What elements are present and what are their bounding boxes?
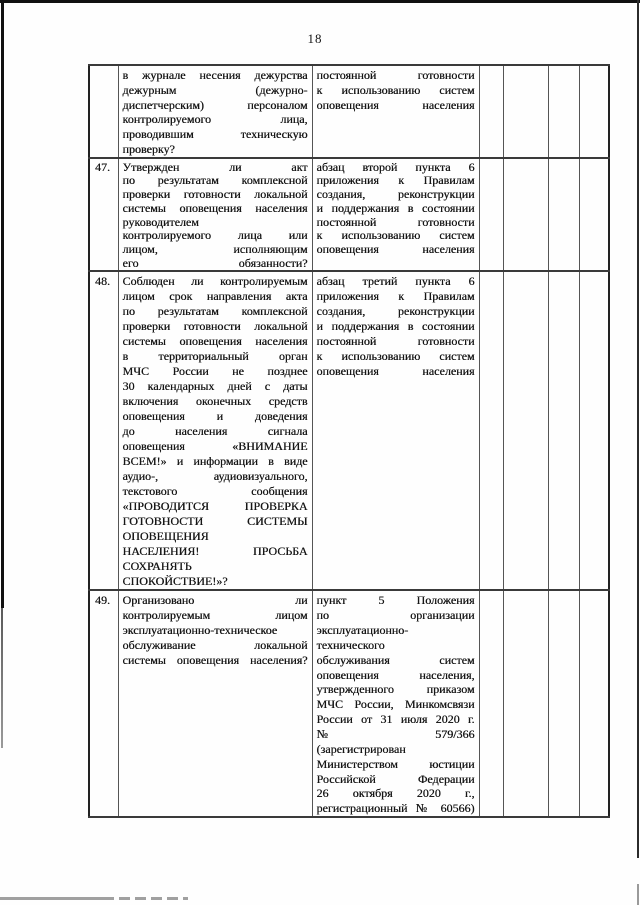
- mark-cell-1: [479, 590, 503, 817]
- text-line: оповещения населения: [316, 364, 475, 379]
- text-line: МЧС России не позднее: [122, 364, 308, 379]
- scan-edge-right-lower: [637, 884, 639, 905]
- text-line: создания, реконструкции: [316, 187, 475, 202]
- text-line: постоянной готовности: [316, 68, 475, 82]
- text-line: к использованию систем: [316, 82, 475, 97]
- text-line: системы оповещения населения: [122, 200, 308, 215]
- text-line: ГОТОВНОСТИ СИСТЕМЫ: [122, 514, 308, 529]
- mark-cell-2: [503, 590, 548, 817]
- mark-cell-2: [503, 65, 548, 158]
- text-line: по результатам комплексной: [122, 304, 308, 319]
- text-line: МЧС России, Минкомсвязи: [316, 697, 475, 712]
- text-line: технического: [316, 637, 385, 652]
- scan-edge-left-fade: [1, 608, 3, 748]
- text-line: к использованию систем: [316, 228, 475, 243]
- table-row: [89, 271, 609, 590]
- checklist-table: [88, 64, 610, 818]
- text-line: обслуживание локальной: [122, 637, 308, 652]
- text-line: создания, реконструкции: [316, 304, 475, 319]
- text-line: его обязанности?: [122, 255, 308, 270]
- scan-artifact-bottom-dashes: [103, 897, 188, 900]
- text-line: Соблюден ли контролируемым: [122, 274, 308, 289]
- table-row: [89, 590, 609, 817]
- text-line: к использованию систем: [316, 349, 475, 364]
- text-line: системы оповещения населения: [122, 334, 308, 349]
- legal-basis-cell: [312, 590, 479, 817]
- text-line: Российской Федерации: [316, 771, 475, 786]
- text-line: абзац третий пункта 6: [316, 274, 475, 289]
- text-line: 30 календарных дней с даты: [122, 379, 308, 394]
- question-cell: [118, 65, 312, 158]
- row-number-cell: [89, 65, 118, 158]
- table-row: [89, 65, 609, 158]
- text-line: оповещения населения: [316, 97, 475, 112]
- text-line: ОПОВЕЩЕНИЯ: [122, 529, 209, 544]
- text-line: проверки готовности локальной: [122, 187, 308, 202]
- text-line: (зарегистрирован: [316, 741, 406, 756]
- text-line: проверки готовности локальной: [122, 319, 308, 334]
- mark-cell-2: [503, 158, 548, 272]
- scan-edge-left: [1, 0, 4, 608]
- text-line: контролируемого лица,: [122, 112, 308, 127]
- text-line: постоянной готовности: [316, 214, 475, 229]
- row-number-cell: 49.: [89, 590, 118, 817]
- question-cell: [118, 158, 312, 272]
- text-line: и поддержания в состоянии: [316, 200, 475, 215]
- scan-artifact-bottom-line: [0, 897, 103, 900]
- text-line: аудио-, аудиовизуального,: [122, 469, 308, 484]
- question-cell: [118, 590, 312, 817]
- text-line: СОХРАНЯТЬ: [122, 559, 192, 574]
- text-line: СПОКОЙСТВИЕ!»?: [122, 574, 228, 589]
- row-number-cell: 47.: [89, 158, 118, 272]
- text-line: оповещения населения,: [316, 667, 475, 682]
- text-line: № 579/366: [316, 727, 475, 741]
- page-number: 18: [307, 31, 323, 46]
- text-line: оповещения населения: [316, 242, 475, 256]
- text-line: по организации: [316, 608, 475, 623]
- text-line: НАСЕЛЕНИЯ! ПРОСЬБА: [122, 544, 308, 559]
- mark-cell-3: [548, 65, 579, 158]
- text-line: постоянной готовности: [316, 334, 475, 349]
- text-line: России от 31 июля 2020 г.: [316, 712, 475, 727]
- text-line: в журнале несения дежурства: [122, 68, 308, 82]
- text-line: контролируемого лица или: [122, 228, 308, 243]
- text-line: утвержденного приказом: [316, 682, 475, 697]
- scan-edge-right: [637, 0, 639, 858]
- mark-cell-1: [479, 65, 503, 158]
- text-line: системы оповещения населения?: [122, 652, 308, 667]
- mark-cell-2: [503, 271, 548, 590]
- text-line: контролируемым лицом: [122, 608, 308, 623]
- question-cell: [118, 271, 312, 590]
- text-line: регистрационный № 60566): [316, 801, 475, 816]
- text-line: по результатам комплексной: [122, 173, 308, 188]
- text-line: текстового сообщения: [122, 484, 308, 499]
- scan-edge-top: [0, 0, 640, 3]
- mark-cell-1: [479, 271, 503, 590]
- text-line: включения оконечных средств: [122, 394, 308, 409]
- row-number-cell: 48.: [89, 271, 118, 590]
- mark-cell-3: [548, 271, 579, 590]
- mark-cell-3: [548, 158, 579, 272]
- mark-cell-1: [479, 158, 503, 272]
- text-line: эксплуатационно-техническое: [122, 623, 278, 638]
- text-line: приложения к Правилам: [316, 289, 475, 304]
- text-line: ВСЕМ!» и информации в виде: [122, 454, 308, 469]
- text-line: обслуживания систем: [316, 652, 475, 667]
- text-line: до населения сигнала: [122, 424, 308, 439]
- text-line: руководителем: [122, 214, 199, 229]
- text-line: оповещения «ВНИМАНИЕ: [122, 439, 308, 454]
- text-line: диспетчерским) персоналом: [122, 97, 308, 112]
- text-line: дежурным (дежурно-: [122, 82, 308, 97]
- text-line: «ПРОВОДИТСЯ ПРОВЕРКА: [122, 499, 308, 514]
- legal-basis-cell: [312, 65, 479, 158]
- mark-cell-4: [579, 590, 609, 817]
- text-line: Утвержден ли акт: [122, 159, 308, 174]
- legal-basis-cell: [312, 271, 479, 590]
- mark-cell-3: [548, 590, 579, 817]
- text-line: лицом срок направления акта: [122, 289, 308, 304]
- text-line: эксплуатационно-: [316, 623, 409, 638]
- text-line: пункт 5 Положения: [316, 593, 475, 608]
- text-line: в территориальный орган: [122, 349, 308, 364]
- text-line: проводившим техническую: [122, 127, 308, 142]
- mark-cell-4: [579, 271, 609, 590]
- text-line: проверку?: [122, 141, 175, 156]
- table-row: [89, 158, 609, 272]
- text-line: абзац второй пункта 6: [316, 159, 475, 174]
- text-line: оповещения и доведения: [122, 409, 308, 424]
- legal-basis-cell: [312, 158, 479, 272]
- text-line: Министерством юстиции: [316, 756, 475, 771]
- text-line: и поддержания в состоянии: [316, 319, 475, 334]
- mark-cell-4: [579, 65, 609, 158]
- text-line: Организовано ли: [122, 593, 308, 608]
- mark-cell-4: [579, 158, 609, 272]
- text-line: лицом, исполняющим: [122, 242, 308, 256]
- text-line: 26 октября 2020 г.,: [316, 786, 475, 801]
- text-line: приложения к Правилам: [316, 173, 475, 188]
